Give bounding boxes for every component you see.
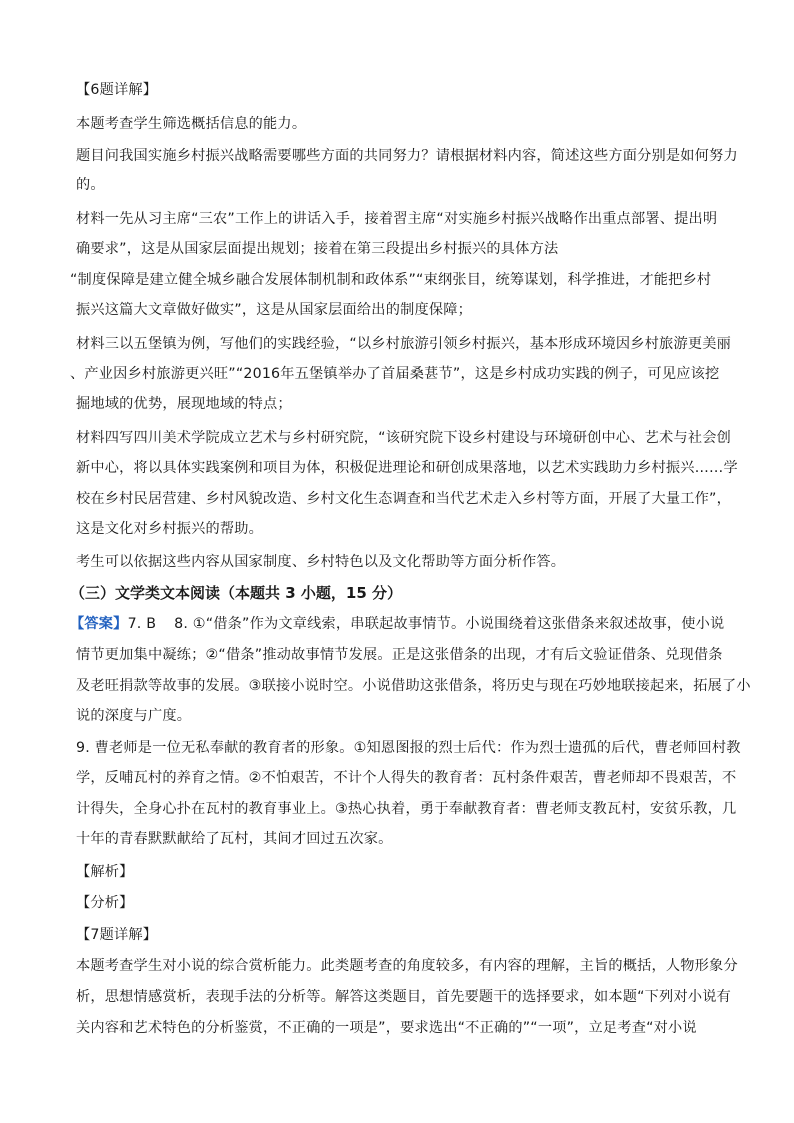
- paragraph-line: 掘地域的优势，展现地域的特点；: [76, 396, 292, 412]
- paragraph-line: 题目问我国实施乡村振兴战略需要哪些方面的共同努力？请根据材料内容，简述这些方面分别是如何努力: [76, 148, 738, 164]
- paragraph-line: 材料四写四川美术学院成立艺术与乡村研究院，“该研究院下设乡村建设与环境研创中心、艺术与社会创: [76, 430, 731, 446]
- paragraph-line: 说的深度与广度。: [76, 708, 192, 724]
- analysis-sub-tag: 【分析】: [76, 895, 134, 911]
- answer-line: [70, 614, 725, 634]
- paragraph-line: 新中心，将以具体实践案例和项目为体，积极促进理论和研创成果落地，以艺术实践助力乡村振兴……学: [76, 460, 738, 476]
- paragraph-line: 的。: [76, 177, 105, 193]
- paragraph-line: 材料一先从习主席“三农”工作上的讲话入手，接着習主席“对实施乡村振兴战略作出重点部署、提出明: [76, 211, 718, 227]
- heading-6-detail: 【6题详解】: [76, 82, 158, 98]
- paragraph-line: 十年的青春默默献给了瓦村，其间才回过五次家。: [76, 831, 393, 847]
- paragraph-line: 及老旺捐款等故事的发展。③联接小说时空。小说借助这张借条，将历史与现在巧妙地联接起来，拓展了小: [76, 678, 751, 694]
- answer-9: 9. 曹老师是一位无私奉献的教育者的形象。①知恩图报的烈士后代：作为烈士遗孤的后代，曹老师回村教: [76, 740, 741, 756]
- paragraph-line: 、产业因乡村旅游更兴旺”“2016年五堡镇举办了首届桑葚节”，这是乡村成功实践的例子，可见应该挖: [70, 366, 720, 382]
- paragraph-line: 情节更加集中凝练；②“借条”推动故事情节发展。正是这张借条的出现，才有后文验证借条、兑现借条: [76, 647, 723, 663]
- paragraph-line: 振兴这篇大文章做好做实”，这是从国家层面给出的制度保障；: [76, 302, 473, 318]
- heading-7-detail: 【7题详解】: [76, 927, 158, 943]
- paragraph-line: 学，反哺瓦村的养育之情。②不怕艰苦，不计个人得失的教育者：瓦村条件艰苦，曹老师却不畏艰苦，不: [76, 770, 737, 786]
- paragraph-line: 确要求”，这是从国家层面提出规划；接着在第三段提出乡村振兴的具体方法: [76, 241, 559, 257]
- answer-8: 8. ①“借条”作为文章线索，串联起故事情节。小说围绕着这张借条来叙述故事，使小说: [174, 616, 725, 632]
- paragraph-line: 本题考查学生筛选概括信息的能力。: [76, 116, 307, 132]
- section-heading-literary-reading: （三）文学类文本阅读（本题共 3 小题，15 分）: [70, 584, 402, 602]
- answer-7: 7. B: [127, 616, 157, 632]
- paragraph-line: 材料三以五堡镇为例，写他们的实践经验，“以乡村旅游引领乡村振兴，基本形成环境因乡村旅游更美丽: [76, 336, 731, 352]
- paragraph-line: “制度保障是建立健全城乡融合发展体制机制和政体系”“束纲张目，统筹谋划，科学推进，才能把乡村: [70, 272, 712, 288]
- paragraph-line: 校在乡村民居营建、乡村风貌改造、乡村文化生态调查和当代艺术走入乡村等方面，开展了大量工作”，: [76, 491, 731, 507]
- analysis-tag: 【解析】: [76, 864, 134, 880]
- paragraph-line: 计得失，全身心扑在瓦村的教育事业上。③热心执着，勇于奉献教育者：曹老师支教瓦村，安贫乐教，几: [76, 801, 737, 817]
- paragraph-line: 关内容和艺术特色的分析鉴赏，不正确的一项是”，要求选出“不正确的”“一项”，立足考查“对小说: [76, 1020, 697, 1036]
- paragraph-line: 这是文化对乡村振兴的帮助。: [76, 521, 264, 537]
- answer-tag: 【答案】: [70, 616, 128, 632]
- paragraph-line: 本题考查学生对小说的综合赏析能力。此类题考查的角度较多，有内容的理解，主旨的概括，人物形象分: [76, 958, 738, 974]
- paragraph-line: 析，思想情感赏析，表现手法的分析等。解答这类题目，首先要题干的选择要求，如本题“下列对小说有: [76, 989, 731, 1005]
- paragraph-line: 考生可以依据这些内容从国家制度、乡村特色以及文化帮助等方面分析作答。: [76, 554, 566, 570]
